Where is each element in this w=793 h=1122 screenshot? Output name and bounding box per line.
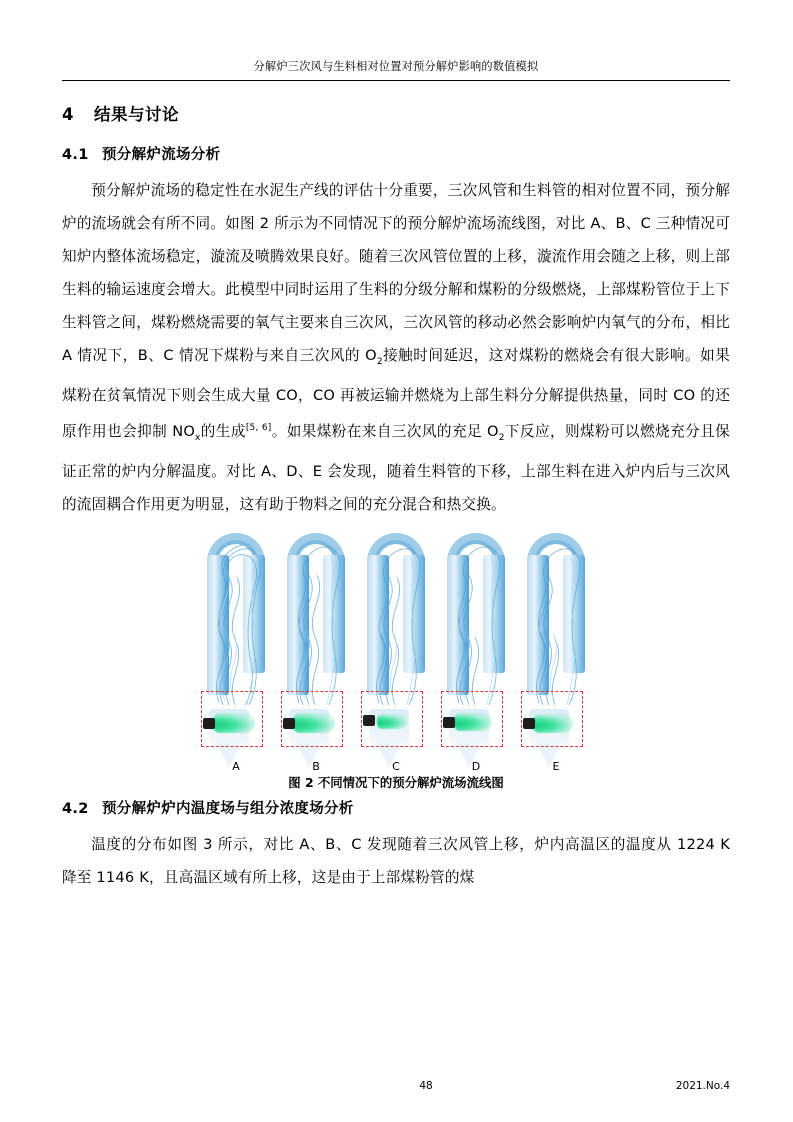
figure-2 [62, 533, 730, 791]
citation-reference: [5, 6] [245, 422, 272, 433]
streamline-icon [443, 537, 509, 707]
kiln-panel [281, 533, 351, 773]
panel-label: A [232, 759, 240, 773]
paragraph-temperature-field: 温度的分布如图 3 所示，对比 A、B、C 发现随着三次风管上移，炉内高温区的温度从 1224 K 降至 1146 K，且高温区域有所上移，这是由于上部煤粉管的煤 [62, 835, 730, 886]
subscript-o2-first: 2 [376, 356, 383, 367]
page-content [62, 0, 730, 894]
paragraph-flow-field [62, 174, 730, 521]
subsection-title: 预分解炉炉内温度场与组分浓度场分析 [102, 800, 354, 817]
kiln-panel [201, 533, 271, 773]
highlight-box [281, 691, 343, 747]
streamline-icon [523, 537, 589, 707]
section-number: 4 [62, 105, 74, 124]
kiln-panel-row [201, 533, 591, 773]
kiln-panel [441, 533, 511, 773]
section-heading-4 [62, 101, 730, 125]
streamline-icon [203, 537, 269, 707]
paragraph-part-c: 的生成 [200, 422, 246, 440]
streamline-icon [283, 537, 349, 707]
kiln-panel [361, 533, 431, 773]
subscript-o2-second: 2 [498, 432, 505, 443]
page-number: 48 [419, 1080, 433, 1092]
figure-caption: 图 2 不同情况下的预分解炉流场流线图 [288, 774, 504, 790]
panel-label: B [312, 759, 320, 773]
section-title: 结果与讨论 [94, 105, 179, 124]
paragraph-part-e: 下反应，则煤粉可以燃烧充分且保证正常的炉内分解温度。对比 A、D、E 会发现，随着生料管的下移，上部生料在进入炉内后与三次风的流固耦合作用更为明显，这有助于物料之间的充分混合和热交换。 [62, 422, 730, 513]
subscript-nox: x [195, 432, 201, 443]
paragraph-part-d: 。如果煤粉在来自三次风的充足 O [271, 422, 499, 440]
figure-2-image [201, 533, 591, 791]
subsection-heading-4-2 [62, 797, 730, 818]
subsection-title: 预分解炉流场分析 [102, 147, 221, 163]
highlight-box [521, 691, 583, 747]
running-head: 分解炉三次风与生料相对位置对预分解炉影响的数值模拟 [253, 60, 539, 73]
highlight-box [361, 691, 423, 747]
streamline-icon [363, 537, 429, 707]
panel-label: E [552, 759, 560, 773]
highlight-box [201, 691, 263, 747]
issue-label: 2021.No.4 [675, 1080, 730, 1092]
kiln-panel [521, 533, 591, 773]
subsection-heading-4-1 [62, 143, 730, 164]
page-footer [62, 1080, 730, 1092]
subsection-number: 4.2 [62, 800, 89, 817]
subsection-number: 4.1 [62, 147, 89, 163]
highlight-box [441, 691, 503, 747]
paragraph-part-a: 预分解炉流场的稳定性在水泥生产线的评估十分重要，三次风管和生料管的相对位置不同，预分解炉的流场就会有所不同。如图 2 所示为不同情况下的预分解炉流场流线图，对比 A、B、C 三种情况可知炉内整体流场稳定，漩流及喷腾效果良好。随着三次风管位置的上移，漩流作用会随之上移，则上部生料的输运速度会增大。此模型中同时运用了生料的分级分解和煤粉的分级燃烧，上部煤粉管位于上下生料管之间，煤粉燃烧需要的氧气主要来自三次风，三次风管的移动必然会影响炉内氧气的分布，相比 A 情况下，B、C 情况下煤粉与来自三次风的 O [62, 182, 730, 364]
panel-label: C [392, 759, 400, 773]
panel-label: D [471, 759, 481, 773]
paragraph-part-b: 接触时间延迟，这对煤粉的燃烧会有很大影响。如果煤粉在贫氧情况下则会生成大量 CO，CO 再被运输并燃烧为上部生料分分解提供热量，同时 CO 的还原作用也会抑制 NO [62, 347, 730, 440]
header-rule [62, 80, 730, 81]
